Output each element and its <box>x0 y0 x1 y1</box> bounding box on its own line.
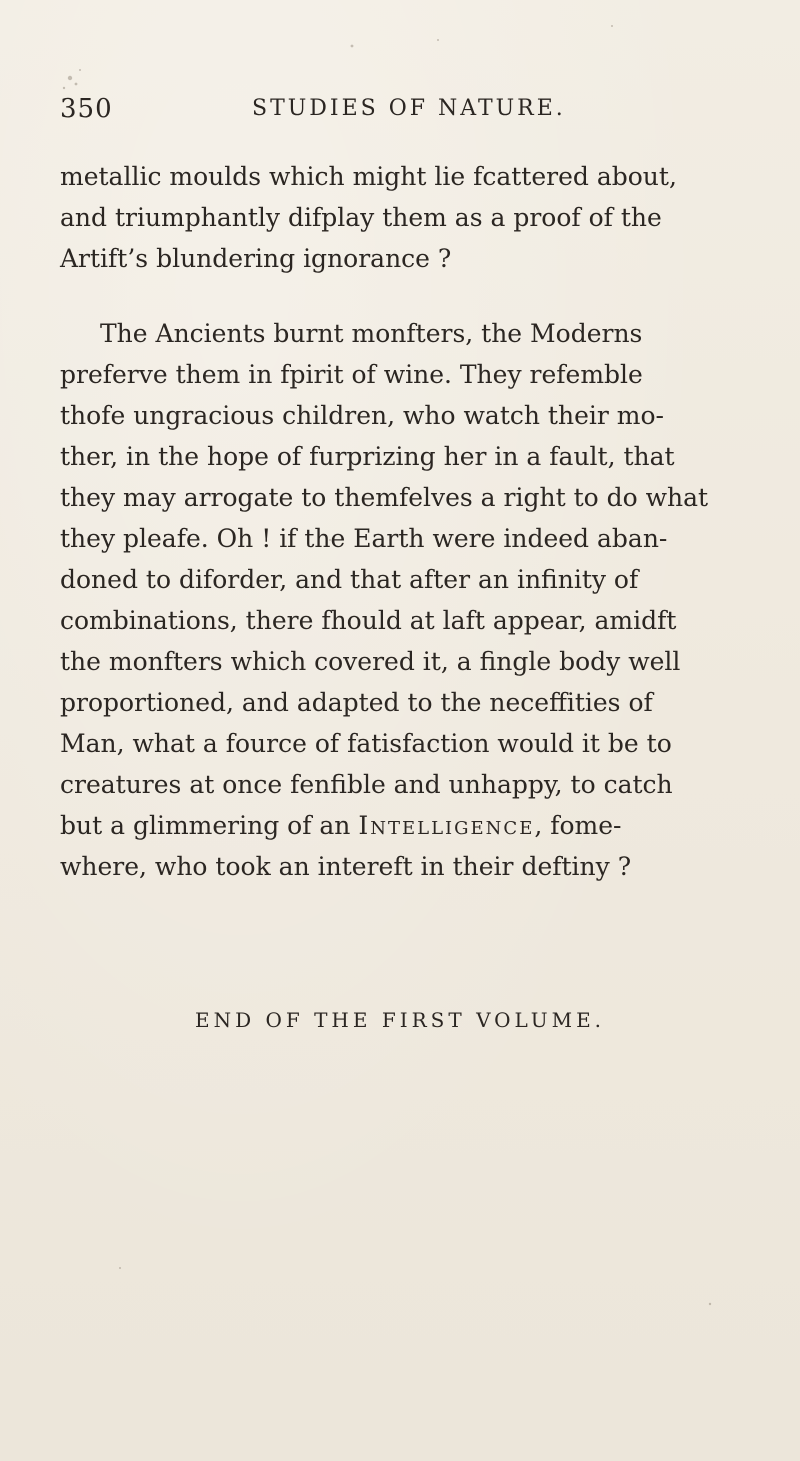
text-line: where, who took an intereft in their deftiny ? <box>60 852 632 881</box>
text-line: combinations, there fhould at laft appear, amidft <box>60 606 677 635</box>
text-line: Artift’s blundering ignorance ? <box>60 244 452 273</box>
text-line: creatures at once fenfible and unhappy, to catch <box>60 770 673 799</box>
text-line: and triumphantly difplay them as a proof of the <box>60 203 662 232</box>
smallcaps-word: Intelligence <box>358 811 535 840</box>
page-header <box>60 88 740 128</box>
text-line: they may arrogate to themfelves a right to do what <box>60 483 709 512</box>
text-line: proportioned, and adapted to the neceffities of <box>60 688 653 717</box>
text-fragment: but a glimmering of an <box>60 811 359 840</box>
page-number: 350 <box>60 94 113 124</box>
end-of-volume-note: END OF THE FIRST VOLUME. <box>194 1008 606 1032</box>
text-line: preferve them in fpirit of wine. They refemble <box>60 360 643 389</box>
body-text <box>60 156 760 887</box>
text-line: thofe ungracious children, who watch their mo- <box>60 401 664 430</box>
text-line: The Ancients burnt monfters, the Moderns <box>100 319 643 348</box>
running-head: STUDIES OF NATURE. <box>252 96 566 121</box>
paragraph-break <box>60 279 760 313</box>
text-line: metallic moulds which might lie fcattered about, <box>60 162 677 191</box>
text-line: doned to diforder, and that after an infinity of <box>60 565 639 594</box>
text-line: ther, in the hope of furprizing her in a fault, that <box>60 442 675 471</box>
text-line: they pleafe. Oh ! if the Earth were indeed aban- <box>60 524 668 553</box>
text-line: Man, what a fource of fatisfaction would it be to <box>60 729 672 758</box>
text-fragment: , fome- <box>534 811 622 840</box>
text-line-intelligence <box>60 805 760 846</box>
text-line: the monfters which covered it, a fingle body well <box>60 647 681 676</box>
